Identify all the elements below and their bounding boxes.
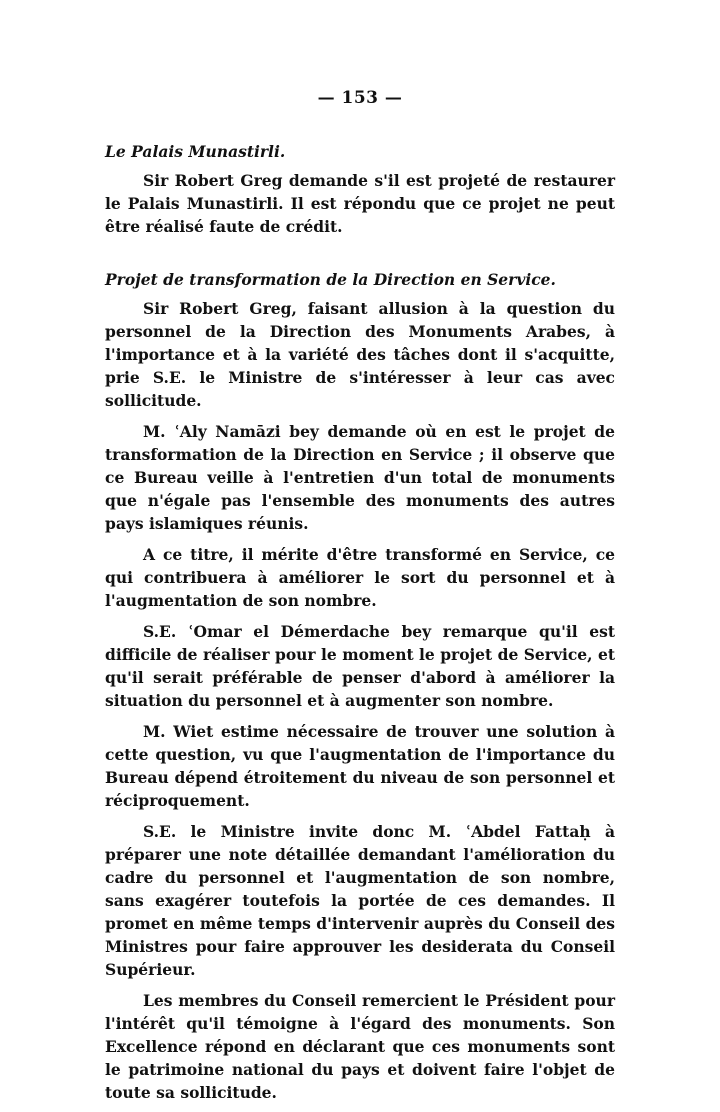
paragraph: Sir Robert Greg demande s'il est projeté de restaurer le Palais Munastirli. Il est répondu que ce projet ne peut être réalisé faute de crédit. — [105, 171, 615, 236]
paragraph: S.E. ʿOmar el Démerdache bey remarque qu'il est difficile de réaliser pour le moment le projet de Service, et qu'il serait préférable de penser d'abord à améliorer la situation du personnel et à augmenter son nombre. — [105, 622, 615, 710]
section-heading: Projet de transformation de la Direction en Service. — [105, 270, 556, 289]
paragraph: Les membres du Conseil remercient le Président pour l'intérêt qu'il témoigne à l'égard des monuments. Son Excellence répond en déclarant que ces monuments sont le patrimoine national du pays et doivent faire l'objet de toute sa sollicitude. — [105, 991, 615, 1102]
section-palais-munastirli — [105, 140, 615, 238]
section-spacer — [105, 246, 615, 268]
paragraph: M. Wiet estime nécessaire de trouver une solution à cette question, vu que l'augmentation de l'importance du Bureau dépend étroitement du niveau de son personnel et réciproquement. — [105, 722, 615, 810]
page-content — [105, 140, 615, 1112]
paragraph: M. ʿAly Namāzi bey demande où en est le projet de transformation de la Direction en Service ; il observe que ce Bureau veille à l'entretien d'un total de monuments que n'égale pas l'ensemble des monuments des autres pays islamiques réunis. — [105, 422, 615, 533]
section-projet-transformation — [105, 268, 615, 1104]
paragraph: Sir Robert Greg, faisant allusion à la question du personnel de la Direction des Monuments Arabes, à l'importance et à la variété des tâches dont il s'acquitte, prie S.E. le Ministre de s'intéresser à leur cas avec sollicitude. — [105, 299, 615, 410]
page-number: — 153 — — [317, 88, 403, 108]
section-heading: Le Palais Munastirli. — [105, 142, 286, 161]
paragraph: S.E. le Ministre invite donc M. ʿAbdel Fattaḥ à préparer une note détaillée demandant l'amélioration du cadre du personnel et l'augmentation de son nombre, sans exagérer toutefois la portée de ces demandes. Il promet en même temps d'intervenir auprès du Conseil des Ministres pour faire approuver les desiderata du Conseil Supérieur. — [105, 822, 615, 979]
paragraph: A ce titre, il mérite d'être transformé en Service, ce qui contribuera à améliorer le sort du personnel et à l'augmentation de son nombre. — [105, 545, 615, 610]
